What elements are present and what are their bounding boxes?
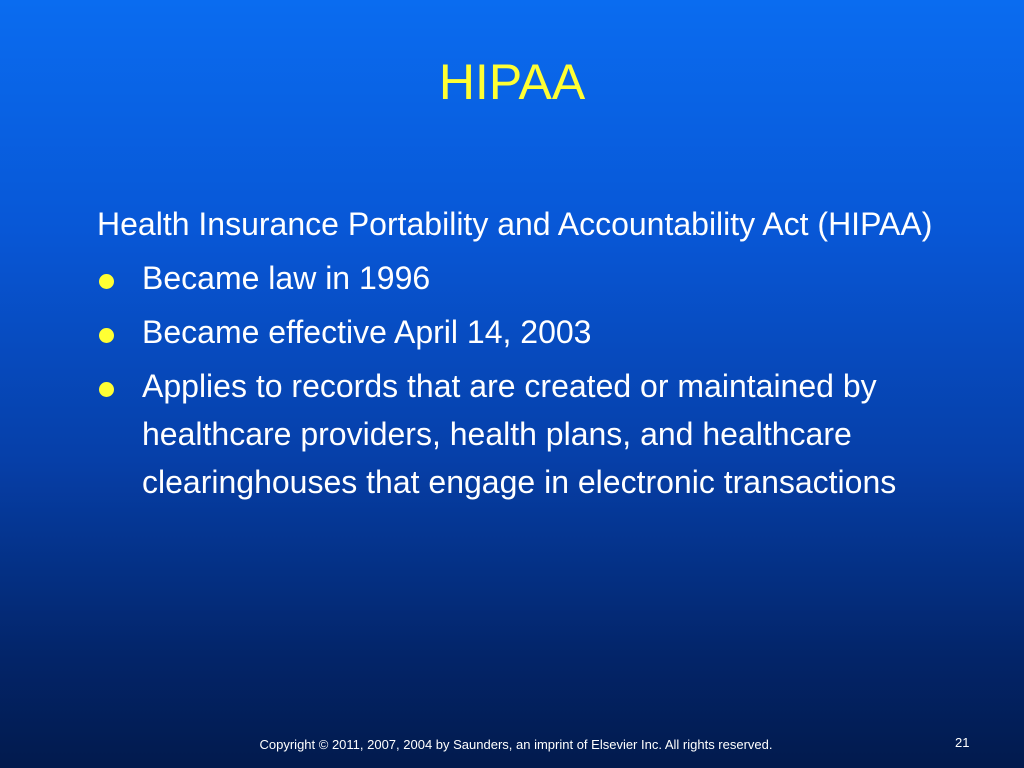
bullet-text: Became law in 1996	[142, 260, 431, 296]
slide-body	[97, 200, 997, 512]
bullet-item	[97, 254, 922, 302]
bullet-text: Became effective April 14, 2003	[142, 314, 592, 350]
bullet-dot-icon	[99, 274, 114, 289]
bullet-dot-icon	[99, 328, 114, 343]
slide-title: HIPAA	[438, 54, 586, 110]
bullet-dot-icon	[99, 382, 114, 397]
page-number: 21	[955, 735, 970, 750]
bullet-text: Applies to records that are created or maintained by healthcare providers, health plans, and healthcare clearinghouses that engage in electronic transactions	[142, 368, 897, 500]
bullet-item	[97, 362, 922, 506]
bullet-list	[97, 254, 997, 506]
intro-text: Health Insurance Portability and Accountability Act (HIPAA)	[97, 206, 933, 242]
copyright-footer: Copyright © 2011, 2007, 2004 by Saunders, an imprint of Elsevier Inc. All rights reserved.	[259, 737, 773, 752]
bullet-item	[97, 308, 922, 356]
